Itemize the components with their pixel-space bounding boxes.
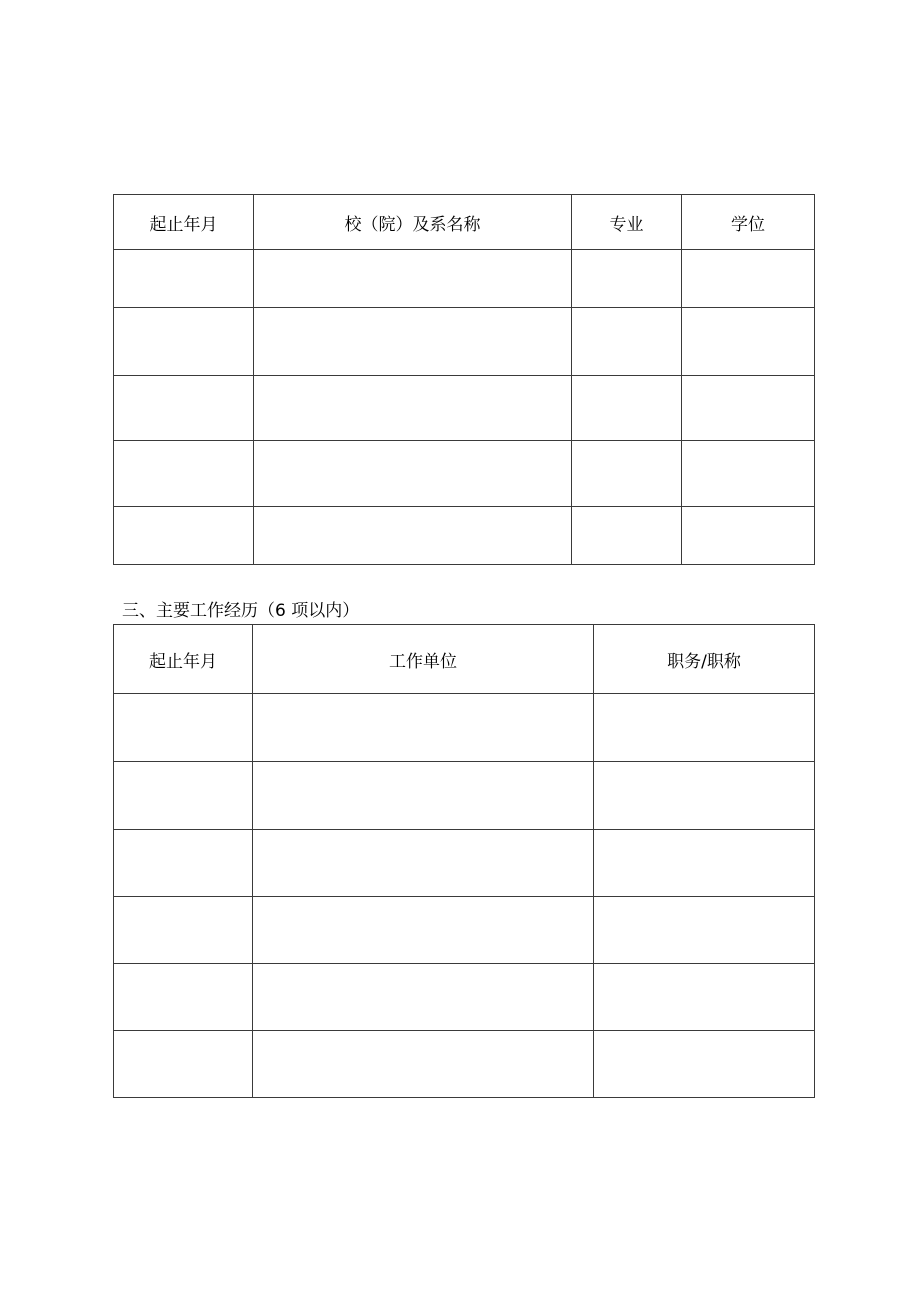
table-row	[114, 441, 815, 507]
cell-major[interactable]	[572, 376, 682, 441]
cell-school[interactable]	[254, 376, 572, 441]
header-period: 起止年月	[114, 195, 254, 250]
cell-employer[interactable]	[253, 762, 594, 830]
cell-degree[interactable]	[682, 441, 815, 507]
cell-degree[interactable]	[682, 308, 815, 376]
table-header-row	[114, 625, 815, 694]
cell-period[interactable]	[114, 441, 254, 507]
cell-school[interactable]	[254, 441, 572, 507]
cell-period[interactable]	[114, 250, 254, 308]
header-degree: 学位	[682, 195, 815, 250]
cell-period[interactable]	[114, 830, 253, 897]
cell-period[interactable]	[114, 376, 254, 441]
header-school-department: 校（院）及系名称	[254, 195, 572, 250]
table-row	[114, 762, 815, 830]
cell-period[interactable]	[114, 694, 253, 762]
cell-period[interactable]	[114, 308, 254, 376]
cell-employer[interactable]	[253, 1031, 594, 1098]
cell-school[interactable]	[254, 507, 572, 565]
cell-period[interactable]	[114, 897, 253, 964]
work-history-table	[113, 624, 815, 1098]
header-position-title: 职务/职称	[594, 625, 815, 694]
cell-major[interactable]	[572, 308, 682, 376]
cell-position[interactable]	[594, 694, 815, 762]
cell-major[interactable]	[572, 250, 682, 308]
cell-period[interactable]	[114, 964, 253, 1031]
cell-period[interactable]	[114, 762, 253, 830]
table-row	[114, 694, 815, 762]
cell-period[interactable]	[114, 507, 254, 565]
header-major: 专业	[572, 195, 682, 250]
header-employer: 工作单位	[253, 625, 594, 694]
cell-degree[interactable]	[682, 250, 815, 308]
cell-position[interactable]	[594, 1031, 815, 1098]
cell-position[interactable]	[594, 897, 815, 964]
table-row	[114, 308, 815, 376]
cell-employer[interactable]	[253, 964, 594, 1031]
header-period: 起止年月	[114, 625, 253, 694]
table-row	[114, 897, 815, 964]
table-row	[114, 1031, 815, 1098]
cell-major[interactable]	[572, 507, 682, 565]
table-row	[114, 250, 815, 308]
table-header-row	[114, 195, 815, 250]
cell-major[interactable]	[572, 441, 682, 507]
table-row	[114, 830, 815, 897]
table-row	[114, 964, 815, 1031]
cell-position[interactable]	[594, 964, 815, 1031]
work-history-title: 三、主要工作经历（6 项以内）	[122, 601, 360, 621]
cell-school[interactable]	[254, 250, 572, 308]
cell-employer[interactable]	[253, 897, 594, 964]
table-row	[114, 376, 815, 441]
cell-position[interactable]	[594, 762, 815, 830]
cell-period[interactable]	[114, 1031, 253, 1098]
cell-school[interactable]	[254, 308, 572, 376]
table-row	[114, 507, 815, 565]
education-table	[113, 194, 815, 565]
cell-employer[interactable]	[253, 830, 594, 897]
cell-degree[interactable]	[682, 507, 815, 565]
cell-position[interactable]	[594, 830, 815, 897]
cell-employer[interactable]	[253, 694, 594, 762]
cell-degree[interactable]	[682, 376, 815, 441]
